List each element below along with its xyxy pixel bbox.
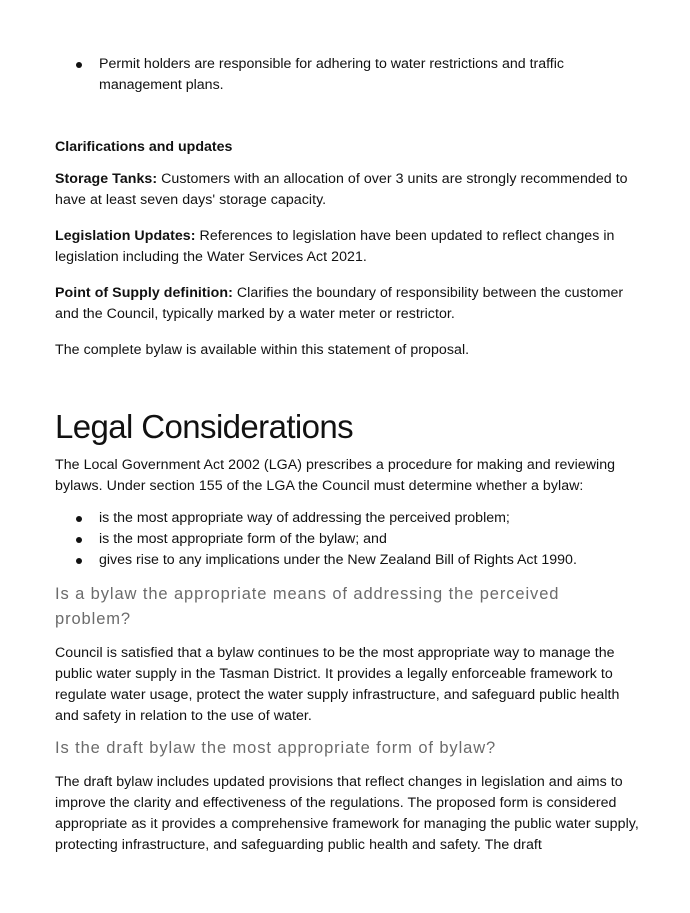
storage-tanks-term: Storage Tanks: bbox=[55, 171, 158, 187]
legislation-updates-term: Legislation Updates: bbox=[55, 228, 196, 244]
bullet-icon bbox=[76, 537, 82, 543]
bullet-text: gives rise to any implications under the New Zealand Bill of Rights Act 1990. bbox=[99, 552, 577, 568]
bullet-text: Permit holders are responsible for adhering to water restrictions and traffic management plans. bbox=[99, 56, 564, 93]
question-form-heading: Is the draft bylaw the most appropriate form of bylaw? bbox=[55, 739, 497, 757]
bullet-text: is the most appropriate form of the bylaw; and bbox=[99, 531, 387, 547]
legal-bullet-list bbox=[55, 508, 640, 571]
list-item bbox=[55, 54, 640, 96]
top-bullet-list bbox=[55, 54, 640, 96]
legislation-updates-paragraph bbox=[55, 226, 640, 268]
bullet-text: is the most appropriate way of addressing the perceived problem; bbox=[99, 510, 510, 526]
storage-tanks-paragraph bbox=[55, 169, 640, 211]
point-of-supply-term: Point of Supply definition: bbox=[55, 285, 233, 301]
list-item bbox=[55, 508, 640, 529]
point-of-supply-paragraph bbox=[55, 283, 640, 325]
bullet-icon bbox=[76, 558, 82, 564]
question-form-body: The draft bylaw includes updated provisions that reflect changes in legislation and aims to improve the clarity and effectiveness of the regulations. The proposed form is considered appropriate as it provides a comprehensive framework for managing the public water supply, protecting infrastructure, and safeguarding public health and safety. The draft bbox=[55, 774, 639, 853]
legal-intro-paragraph: The Local Government Act 2002 (LGA) prescribes a procedure for making and reviewing bylaws. Under section 155 of the LGA the Council must determine whether a bylaw: bbox=[55, 457, 616, 494]
list-item bbox=[55, 529, 640, 550]
clarifications-heading: Clarifications and updates bbox=[55, 139, 233, 155]
storage-tanks-text: Customers with an allocation of over 3 units are strongly recommended to have at least seven days' storage capacity. bbox=[55, 171, 628, 208]
bullet-icon bbox=[76, 62, 82, 68]
point-of-supply-text: Clarifies the boundary of responsibility between the customer and the Council, typically marked by a water meter or restrictor. bbox=[55, 285, 624, 322]
legal-considerations-heading: Legal Considerations bbox=[55, 408, 354, 445]
complete-bylaw-note: The complete bylaw is available within this statement of proposal. bbox=[55, 342, 470, 358]
question-bylaw-appropriate-body: Council is satisfied that a bylaw continues to be the most appropriate way to manage the public water supply in the Tasman District. It provides a legally enforceable framework to regulate water usage, protect the water supply infrastructure, and safeguard public health and safety in relation to the use of water. bbox=[55, 645, 620, 724]
bullet-icon bbox=[76, 516, 82, 522]
legislation-updates-text: References to legislation have been updated to reflect changes in legislation including the Water Services Act 2021. bbox=[55, 228, 615, 265]
question-bylaw-appropriate-heading: Is a bylaw the appropriate means of addressing the perceived problem? bbox=[55, 585, 560, 628]
list-item bbox=[55, 550, 640, 571]
